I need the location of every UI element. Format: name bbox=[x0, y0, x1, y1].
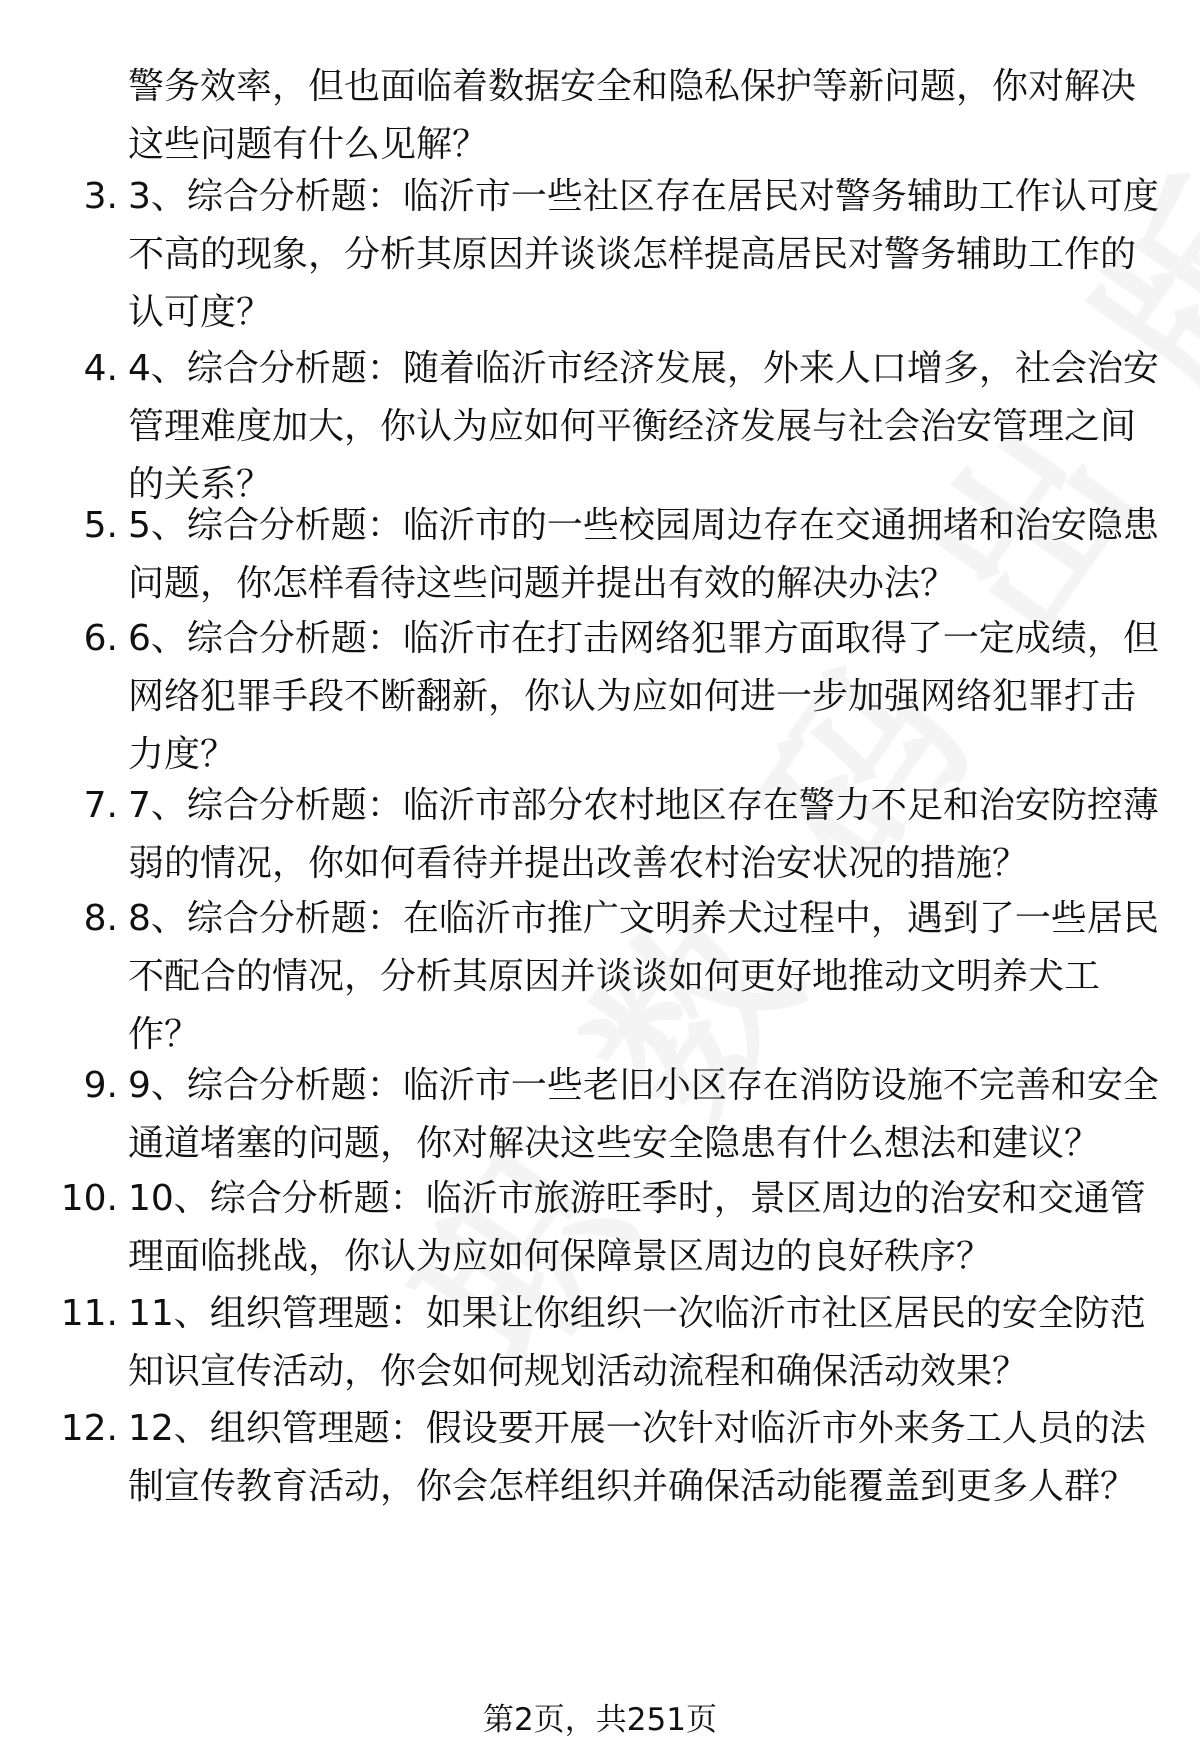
item-number: 10. bbox=[60, 1178, 118, 1219]
item-text: 3、综合分析题：临沂市一些社区存在居民对警务辅助工作认可度不高的现象，分析其原因并谈谈怎样提高居民对警务辅助工作的认可度？ bbox=[128, 176, 1159, 333]
continuation-text: 警务效率，但也面临着数据安全和隐私保护等新问题，你对解决这些问题有什么见解？ bbox=[128, 66, 1137, 165]
item-text: 9、综合分析题：临沂市一些老旧小区存在消防设施不完善和安全通道堵塞的问题，你对解决这些安全隐患有什么想法和建议？ bbox=[128, 1065, 1159, 1164]
item-number: 4. bbox=[83, 348, 118, 389]
item-number: 6. bbox=[83, 618, 118, 659]
item-number: 11. bbox=[60, 1293, 118, 1334]
page-footer: 第2页，共251页 bbox=[483, 1702, 717, 1738]
item-text: 11、组织管理题：如果让你组织一次临沂市社区居民的安全防范知识宣传活动，你会如何规划活动流程和确保活动效果？ bbox=[128, 1293, 1146, 1392]
item-number: 8. bbox=[83, 898, 118, 939]
item-text: 5、综合分析题：临沂市的一些校园周边存在交通拥堵和治安隐患问题，你怎样看待这些问题并提出有效的解决办法？ bbox=[128, 505, 1159, 604]
item-number: 7. bbox=[83, 785, 118, 826]
item-number: 5. bbox=[83, 505, 118, 546]
item-text: 10、综合分析题：临沂市旅游旺季时，景区周边的治安和交通管理面临挑战，你认为应如何保障景区周边的良好秩序？ bbox=[128, 1178, 1146, 1277]
item-number: 9. bbox=[83, 1065, 118, 1106]
item-text: 12、组织管理题：假设要开展一次针对临沂市外来务工人员的法制宣传教育活动，你会怎样组织并确保活动能覆盖到更多人群？ bbox=[128, 1408, 1146, 1507]
item-text: 4、综合分析题：随着临沂市经济发展，外来人口增多，社会治安管理难度加大，你认为应如何平衡经济发展与社会治安管理之间的关系？ bbox=[128, 348, 1159, 505]
item-number: 12. bbox=[60, 1408, 118, 1449]
item-text: 6、综合分析题：临沂市在打击网络犯罪方面取得了一定成绩，但网络犯罪手段不断翻新，你认为应如何进一步加强网络犯罪打击力度？ bbox=[128, 618, 1159, 775]
item-text: 7、综合分析题：临沂市部分农村地区存在警力不足和治安防控薄弱的情况，你如何看待并提出改善农村治安状况的措施？ bbox=[128, 785, 1159, 884]
item-number: 3. bbox=[83, 176, 118, 217]
item-text: 8、综合分析题：在临沂市推广文明养犬过程中，遇到了一些居民不配合的情况，分析其原因并谈谈如何更好地推动文明养犬工作？ bbox=[128, 898, 1159, 1055]
